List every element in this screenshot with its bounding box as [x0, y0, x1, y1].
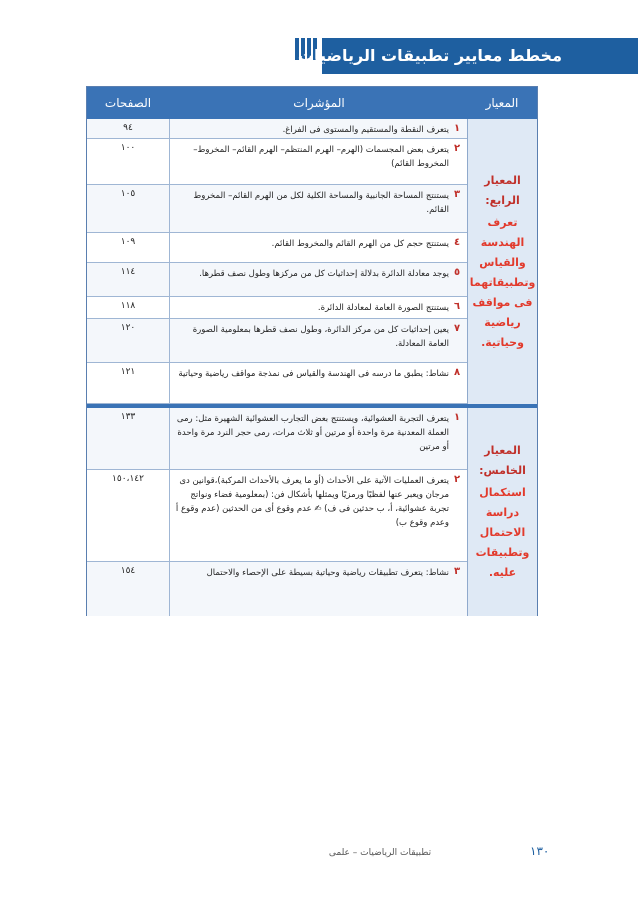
row-pages: ١٠٩ [120, 237, 136, 247]
criterion-title: المعيار الرابع: [484, 173, 521, 207]
row-number: ٨ [453, 367, 461, 378]
criterion-4 [467, 119, 537, 404]
row-pages: ١٢١ [120, 367, 136, 377]
header-pages: الصفحات [104, 96, 152, 110]
row-text: يستنتج الصورة العامة لمعادلة الدائرة. [317, 303, 449, 313]
row-text: يتعرف بعض المجسمات (الهرم– الهرم المنتظم– الهرم القائم– المخروط– المخروط القائم) [193, 145, 449, 169]
criterion-body: استكمال دراسة الاحتمال وتطبيقات عليه. [475, 486, 530, 579]
table-row [87, 119, 467, 139]
table-row [87, 185, 467, 233]
header-indicators: المؤشرات [293, 96, 345, 110]
header-criterion: المعيار [485, 96, 519, 110]
row-number: ٦ [453, 301, 461, 312]
row-number: ٣ [453, 566, 461, 577]
table-row [87, 470, 467, 562]
table-row [87, 297, 467, 319]
row-pages: ١٠٥ [120, 189, 136, 199]
row-number: ٢ [453, 474, 461, 485]
table-row [87, 408, 467, 470]
row-pages: ٩٤ [123, 123, 133, 133]
page-title: مخطط معايير تطبيقات الرياضيات [297, 46, 562, 65]
row-pages: ١١٤ [120, 267, 136, 277]
row-text: يستنتج حجم كل من الهرم القائم والمخروط القائم. [271, 239, 449, 249]
footer-book-title: تطبيقات الرياضيات – علمى [328, 848, 432, 858]
table-row [87, 139, 467, 185]
criterion-title: المعيار الخامس: [479, 444, 526, 477]
row-text: نشاط: يطبق ما درسه فى الهندسة والقياس فى نمذجة مواقف رياضية وحياتية [178, 369, 449, 379]
page-number: ١٣٠ [530, 844, 550, 858]
criterion-body: تعرف الهندسة والقياس وتطبيقاتهما فى مواقف رياضية وحياتية. [469, 215, 536, 349]
row-pages: ١٥٤ [120, 566, 136, 576]
row-pages: ١٢٠ [120, 323, 136, 333]
row-number: ٣ [453, 189, 461, 200]
table-row [87, 263, 467, 297]
table-header [87, 87, 537, 119]
row-number: ٥ [453, 267, 461, 278]
standards-table [86, 86, 538, 616]
row-text: يتعرف العمليات الآتية على الأحداث (أو ما يعرف بالأحداث المركبة)،قوانين دى مرجان ويعبر عنها لفظيًا ورمزيًا ويمثلها بأشكال فن: (بمعلومية فضاء ونواتج تجربة عشوائية، أ، ب حدثين فى ف) ✍ عدم وقوع أى من الحدثين (عدم وقوع أ وعدم وقوع ب) [175, 476, 449, 528]
row-pages: ١٠٠ [120, 143, 136, 153]
row-number: ١ [453, 123, 461, 134]
table-row [87, 562, 467, 616]
row-text: نشاط: يتعرف تطبيقات رياضية وحياتية بسيطة على الإحصاء والاحتمال [206, 568, 449, 578]
row-number: ٢ [453, 143, 461, 154]
row-text: يتعرف التجربة العشوائية، ويستنتج بعض التجارب العشوائية الشهيرة مثل: رمى العملة المعدنية مرة واحدة أو مرتين أو ثلاث مرات، رمى حجر النرد مرة واحدة أو مرتين [176, 414, 449, 452]
criterion-5 [467, 408, 537, 616]
row-text: يستنتج المساحة الجانبية والمساحة الكلية لكل من الهرم القائم– المخروط القائم. [193, 191, 449, 215]
row-text: يتعرف النقطة والمستقيم والمستوى فى الفراغ. [282, 125, 449, 135]
row-text: يعين إحداثيات كل من مركز الدائرة، وطول نصف قطرها بمعلومية الصورة العامة المعادلة. [192, 325, 449, 349]
row-text: يوجد معادلة الدائرة بدلالة إحداثيات كل من مركزها وطول نصف قطرها. [199, 269, 449, 279]
row-pages: ١٥٠،١٤٢ [112, 474, 144, 484]
row-pages: ١١٨ [120, 301, 136, 311]
row-number: ١ [453, 412, 461, 423]
table-row [87, 233, 467, 263]
row-pages: ١٣٣ [120, 412, 136, 422]
table-row [87, 363, 467, 404]
row-number: ٧ [453, 323, 461, 334]
table-row [87, 319, 467, 363]
row-number: ٤ [453, 237, 461, 248]
